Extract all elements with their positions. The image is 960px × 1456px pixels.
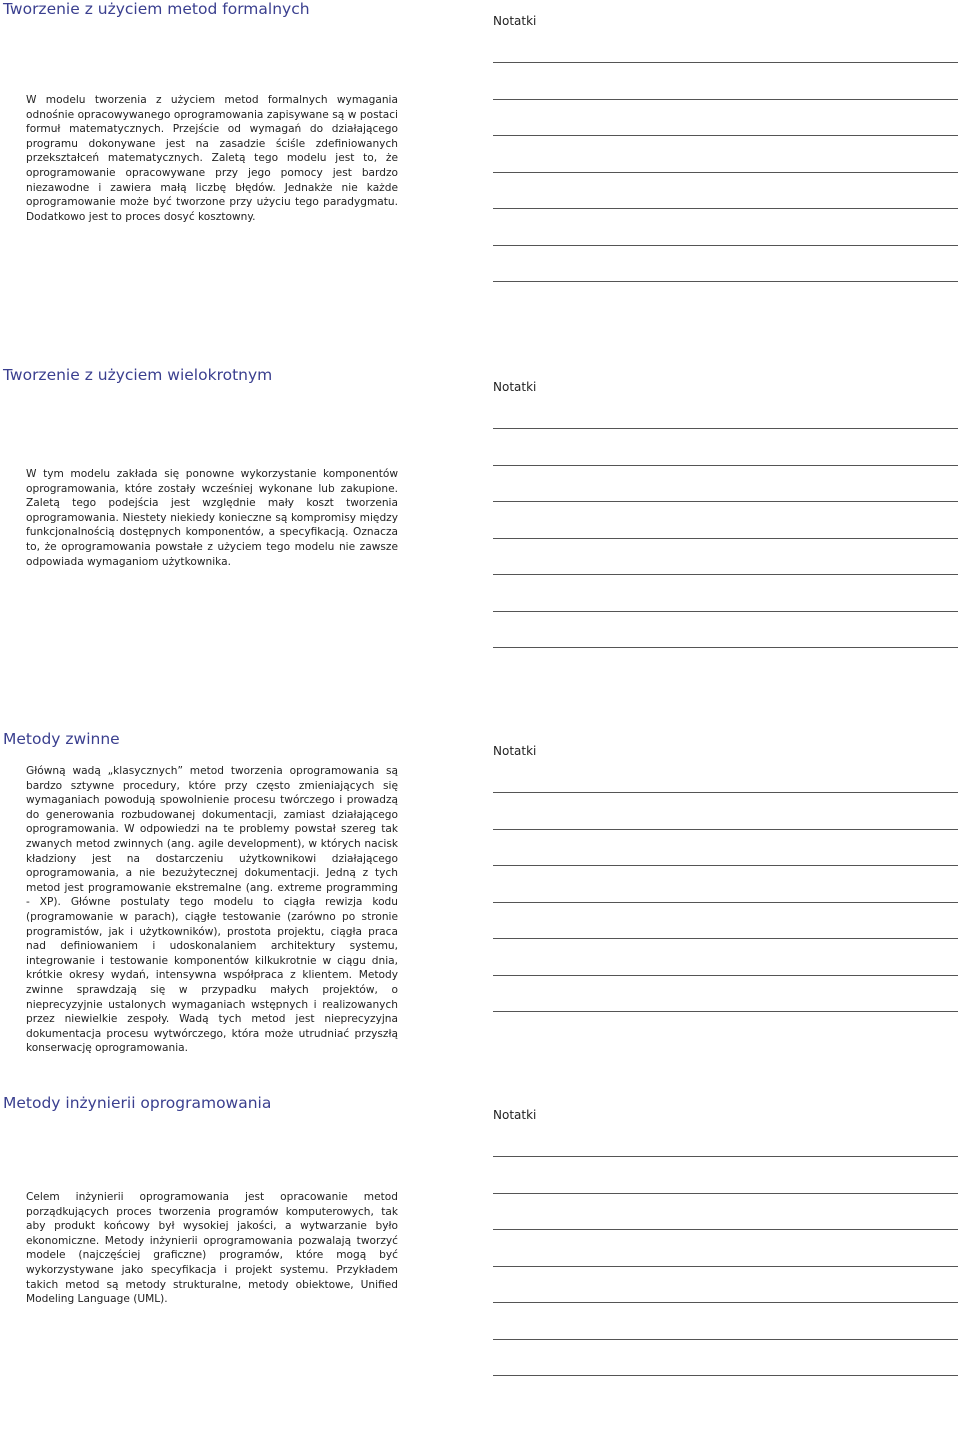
notes-rule-line [493, 1229, 958, 1230]
slide-title: Metody zwinne [3, 730, 120, 748]
notes-rule-line [493, 99, 958, 100]
slide-body: W tym modelu zakłada się ponowne wykorzystanie komponentów oprogramowania, które zostały wcześniej wykonane lub zakupione. Zaletą tego podejścia jest względnie mały koszt tworzenia oprogramowania. Niestety niekiedy konieczne są kompromisy między funkcjonalnością dostępnych komponentów, a specyfikacją. Oznacza to, że oprogramowania powstałe z użyciem tego modelu nie zawsze odpowiada wymaganiom użytkownika. [26, 468, 398, 568]
notes-rule-line [493, 465, 958, 466]
notes-rule-line [493, 135, 958, 136]
notes-label: Notatki [493, 744, 537, 758]
notes-rule-line [493, 428, 958, 429]
slide-body: Główną wadą „klasycznych” metod tworzenia oprogramowania są bardzo sztywne procedury, które przy często zmieniających się wymaganiach powodują spowolnienie procesu twórczego i prowadzą do generowania rozbudowanej dokumentacji, zamiast działającego oprogramowania. W odpowiedzi na te problemy powstał szereg tak zwanych metod zwinnych (ang. agile development), w których nacisk kładziony jest na dostarczeniu użytkownikowi działającego oprogramowania, a nie bezużytecznej dokumentacji. Jedną z tych metod jest programowanie ekstremalne (ang. extreme programming - XP). Główne postulaty tego modelu to ciągła rewizja kodu (programowanie w parach), ciągłe testowanie (zarówno po stronie programistów, jak i użytkowników), prostota projektu, ciągła praca nad definiowaniem i udoskonalaniem architektury systemu, integrowanie i testowanie komponentów kilkukrotnie w ciągu dnia, krótkie okresy wydań, intensywna współpraca z klientem. Metody zwinne sprawdzają się w przypadku małych projektów, o nieprecyzyjnie ustalonych wymaganiach wstępnych i realizowanych przez niewielkie zespoły. Wadą tych metod jest nieprecyzyjna dokumentacja procesu wytwórczego, która może utrudniać przyszłą konserwację oprogramowania. [26, 765, 398, 1055]
notes-rule-line [493, 611, 958, 612]
notes-rule-line [493, 975, 958, 976]
notes-rule-line [493, 865, 958, 866]
slide-title: Tworzenie z użyciem metod formalnych [3, 0, 310, 18]
slide-title: Metody inżynierii oprogramowania [3, 1094, 272, 1112]
slide-body: W modelu tworzenia z użyciem metod formalnych wymagania odnośnie opracowywanego oprogramowania zapisywane są w postaci formuł matematycznych. Przejście od wymagań do działającego programu dokonywane jest na zasadzie ściśle zdefiniowanych przekształceń matematycznych. Zaletą tego modelu jest to, że oprogramowanie opracowywane przy jego pomocy jest bardzo niezawodne i zawiera małą liczbę błędów. Jednakże nie każde oprogramowanie może być tworzone przy użyciu tego paradygmatu. Dodatkowo jest to proces dosyć kosztowny. [26, 94, 398, 223]
slide-reuse [0, 366, 960, 728]
notes-rule-line [493, 1375, 958, 1376]
notes-label: Notatki [493, 380, 537, 394]
notes-rule-line [493, 1339, 958, 1340]
notes-rule-line [493, 647, 958, 648]
slide-body: Celem inżynierii oprogramowania jest opracowanie metod porządkujących proces tworzenia programów komputerowych, tak aby produkt końcowy był wysokiej jakości, a wytwarzanie było ekonomiczne. Metody inżynierii oprogramowania pozwalają tworzyć modele (najczęściej graficzne) programów, które mogą być wykorzystywane jako specyfikacja i projekt systemu. Przykładem takich metod są metody strukturalne, metody obiektowe, Unified Modeling Language (UML). [26, 1191, 398, 1306]
notes-rule-line [493, 574, 958, 575]
notes-label: Notatki [493, 1108, 537, 1122]
notes-rule-line [493, 281, 958, 282]
notes-label: Notatki [493, 14, 537, 28]
notes-rule-line [493, 902, 958, 903]
notes-rule-line [493, 829, 958, 830]
notes-rule-line [493, 1266, 958, 1267]
notes-rule-line [493, 1302, 958, 1303]
notes-rule-line [493, 1193, 958, 1194]
notes-rule-line [493, 792, 958, 793]
notes-rule-line [493, 1156, 958, 1157]
notes-rule-line [493, 172, 958, 173]
notes-rule-line [493, 208, 958, 209]
notes-rule-line [493, 1011, 958, 1012]
slide-agile-methods [0, 730, 960, 1092]
notes-rule-line [493, 938, 958, 939]
notes-rule-line [493, 538, 958, 539]
notes-rule-line [493, 245, 958, 246]
notes-rule-line [493, 62, 958, 63]
slide-title: Tworzenie z użyciem wielokrotnym [3, 366, 273, 384]
slide-formal-methods [0, 0, 960, 362]
slide-software-engineering-methods [0, 1094, 960, 1456]
notes-rule-line [493, 501, 958, 502]
